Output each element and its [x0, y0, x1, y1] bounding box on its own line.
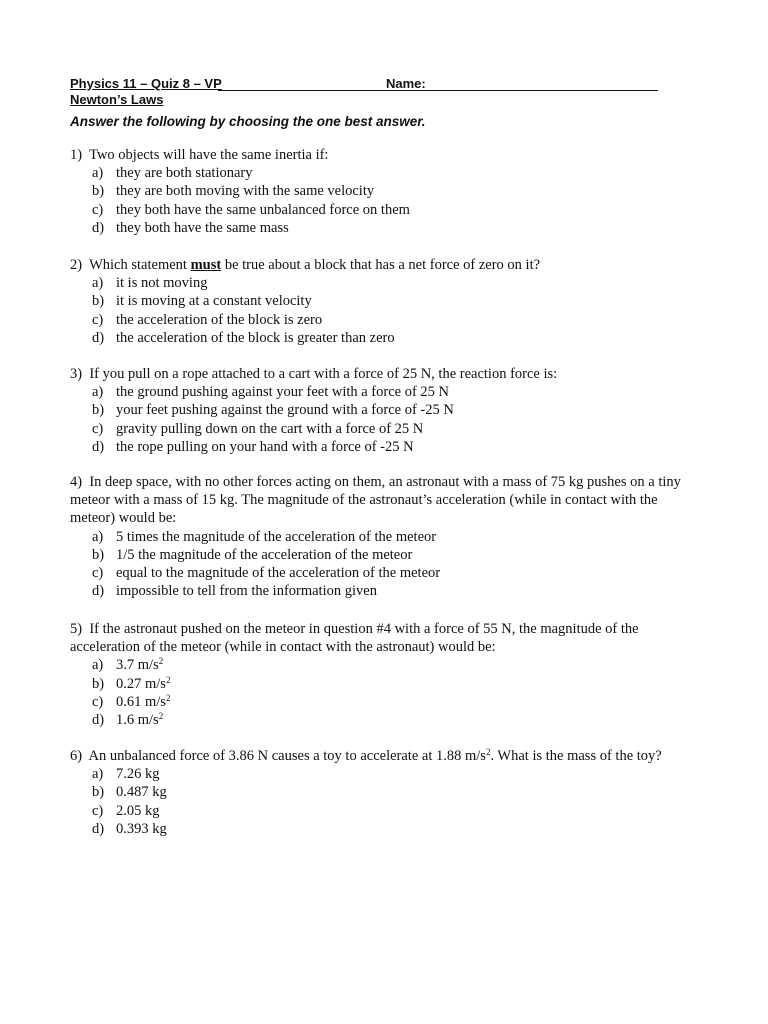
question-3	[70, 365, 700, 456]
option-value: 1.6	[116, 712, 135, 729]
option-letter: a)	[92, 766, 104, 783]
option-text: the acceleration of the block is zero	[116, 311, 323, 328]
option-letter: d)	[92, 820, 105, 837]
option-c[interactable]	[70, 564, 700, 582]
option-text: they are both moving with the same velocity	[116, 183, 375, 200]
question-stem	[70, 473, 700, 528]
option-text: they are both stationary	[116, 165, 253, 182]
option-letter: c)	[92, 802, 104, 819]
option-value: 0.27	[116, 675, 142, 692]
option-letter: a)	[92, 165, 104, 182]
option-unit: m/s	[145, 675, 166, 692]
option-b[interactable]	[70, 783, 700, 801]
option-letter: d)	[92, 438, 105, 455]
question-number: 1)	[70, 147, 83, 163]
option-d[interactable]	[70, 820, 700, 838]
name-blank	[386, 90, 658, 91]
option-d[interactable]	[70, 219, 700, 237]
option-text: gravity pulling down on the cart with a force of 25 N	[116, 420, 424, 437]
option-text: the rope pulling on your hand with a force of -25 N	[116, 438, 414, 455]
option-text: 2.05 kg	[116, 802, 160, 819]
option-text: 7.26 kg	[116, 766, 160, 783]
option-text: equal to the magnitude of the acceleration of the meteor	[116, 565, 441, 582]
option-text: the acceleration of the block is greater than zero	[116, 329, 395, 346]
option-text	[116, 675, 170, 693]
option-text	[116, 711, 163, 729]
option-d[interactable]	[70, 329, 700, 347]
option-text: your feet pushing against the ground with a force of -25 N	[116, 402, 454, 419]
instructions: Answer the following by choosing the one best answer.	[70, 114, 426, 129]
option-c[interactable]	[70, 420, 700, 438]
option-letter: b)	[92, 675, 105, 692]
question-text: If the astronaut pushed on the meteor in question #4 with a force of 55 N, the magnitude of the acceleration of the meteor (while in contact with the astronaut) would be:	[70, 621, 639, 656]
question-text-before: An unbalanced force of 3.86 N causes a toy to accelerate at 1.88 m/s	[88, 748, 486, 764]
options-list	[70, 274, 700, 347]
question-stem	[70, 365, 700, 383]
option-d[interactable]	[70, 582, 700, 600]
question-number: 2)	[70, 257, 83, 273]
question-number: 4)	[70, 474, 83, 490]
option-letter: a)	[92, 275, 104, 292]
option-text: it is not moving	[116, 275, 208, 292]
unit-exponent: 2	[165, 674, 171, 685]
option-b[interactable]	[70, 292, 700, 310]
option-unit: m/s	[137, 712, 159, 729]
option-letter: c)	[92, 420, 104, 437]
option-a[interactable]	[70, 383, 700, 401]
question-6	[70, 747, 700, 838]
option-c[interactable]	[70, 311, 700, 329]
question-text-after: be true about a block that has a net force of zero on it?	[224, 257, 541, 273]
option-unit: m/s	[145, 693, 166, 710]
question-text-after: . What is the mass of the toy?	[490, 748, 662, 764]
option-letter: b)	[92, 402, 105, 419]
option-letter: d)	[92, 712, 105, 729]
options-list	[70, 383, 700, 456]
question-stem	[70, 146, 700, 164]
option-letter: c)	[92, 201, 104, 218]
option-letter: c)	[92, 311, 104, 328]
option-text	[116, 656, 163, 674]
option-text: they both have the same unbalanced force on them	[116, 201, 410, 218]
unit-exponent: 2	[485, 747, 491, 757]
option-a[interactable]	[70, 656, 700, 674]
question-2	[70, 256, 700, 347]
options-list	[70, 528, 700, 601]
option-b[interactable]	[70, 546, 700, 564]
header-rule-left	[218, 90, 386, 91]
option-letter: d)	[92, 219, 105, 236]
option-letter: a)	[92, 528, 104, 545]
option-text: it is moving at a constant velocity	[116, 293, 312, 310]
question-emphasis: must	[190, 257, 222, 273]
option-letter: d)	[92, 583, 105, 600]
option-letter: b)	[92, 784, 105, 801]
option-text: 5 times the magnitude of the acceleration of the meteor	[116, 528, 437, 545]
option-c[interactable]	[70, 802, 700, 820]
option-value: 3.7	[116, 657, 135, 674]
option-value: 0.61	[116, 693, 142, 710]
option-letter: b)	[92, 183, 105, 200]
course-title: Physics 11 – Quiz 8 – VP	[70, 76, 222, 91]
question-text: If you pull on a rope attached to a cart with a force of 25 N, the reaction force is:	[89, 366, 558, 382]
question-4	[70, 473, 700, 600]
options-list	[70, 164, 700, 237]
question-number: 5)	[70, 621, 83, 637]
question-number: 3)	[70, 366, 83, 382]
unit-exponent: 2	[158, 711, 164, 722]
option-letter: d)	[92, 329, 105, 346]
unit-exponent: 2	[158, 656, 164, 667]
option-c[interactable]	[70, 201, 700, 219]
question-stem	[70, 620, 700, 656]
option-text: impossible to tell from the information given	[116, 583, 377, 600]
option-letter: c)	[92, 693, 104, 710]
option-c[interactable]	[70, 693, 700, 711]
question-1	[70, 146, 700, 237]
option-a[interactable]	[70, 765, 700, 783]
unit-exponent: 2	[165, 692, 171, 703]
option-letter: a)	[92, 657, 104, 674]
option-a[interactable]	[70, 164, 700, 182]
question-5	[70, 620, 700, 729]
question-text-before: Which statement	[89, 257, 187, 273]
option-text: the ground pushing against your feet with a force of 25 N	[116, 384, 450, 401]
option-b[interactable]	[70, 675, 700, 693]
option-text: they both have the same mass	[116, 219, 289, 236]
options-list	[70, 765, 700, 838]
option-a[interactable]	[70, 274, 700, 292]
option-d[interactable]	[70, 438, 700, 456]
topic-title: Newton’s Laws	[70, 92, 164, 107]
name-label: Name:	[386, 76, 426, 91]
question-text: Two objects will have the same inertia if:	[89, 147, 329, 163]
question-stem	[70, 256, 700, 274]
option-letter: b)	[92, 546, 105, 563]
option-text	[116, 693, 170, 711]
option-letter: b)	[92, 293, 105, 310]
question-number: 6)	[70, 748, 83, 764]
option-b[interactable]	[70, 401, 700, 419]
option-text: 0.487 kg	[116, 784, 167, 801]
option-text: 1/5 the magnitude of the acceleration of the meteor	[116, 546, 413, 563]
option-b[interactable]	[70, 182, 700, 200]
option-letter: a)	[92, 384, 104, 401]
option-a[interactable]	[70, 528, 700, 546]
option-letter: c)	[92, 565, 104, 582]
question-stem	[70, 747, 700, 765]
options-list	[70, 656, 700, 729]
option-d[interactable]	[70, 711, 700, 729]
option-unit: m/s	[137, 657, 159, 674]
question-text: In deep space, with no other forces acting on them, an astronaut with a mass of 75 kg pushes on a tiny meteor with a mass of 15 kg. The magnitude of the astronaut’s acceleration (while in contact with the meteor) would be:	[70, 474, 681, 527]
option-text: 0.393 kg	[116, 820, 167, 837]
